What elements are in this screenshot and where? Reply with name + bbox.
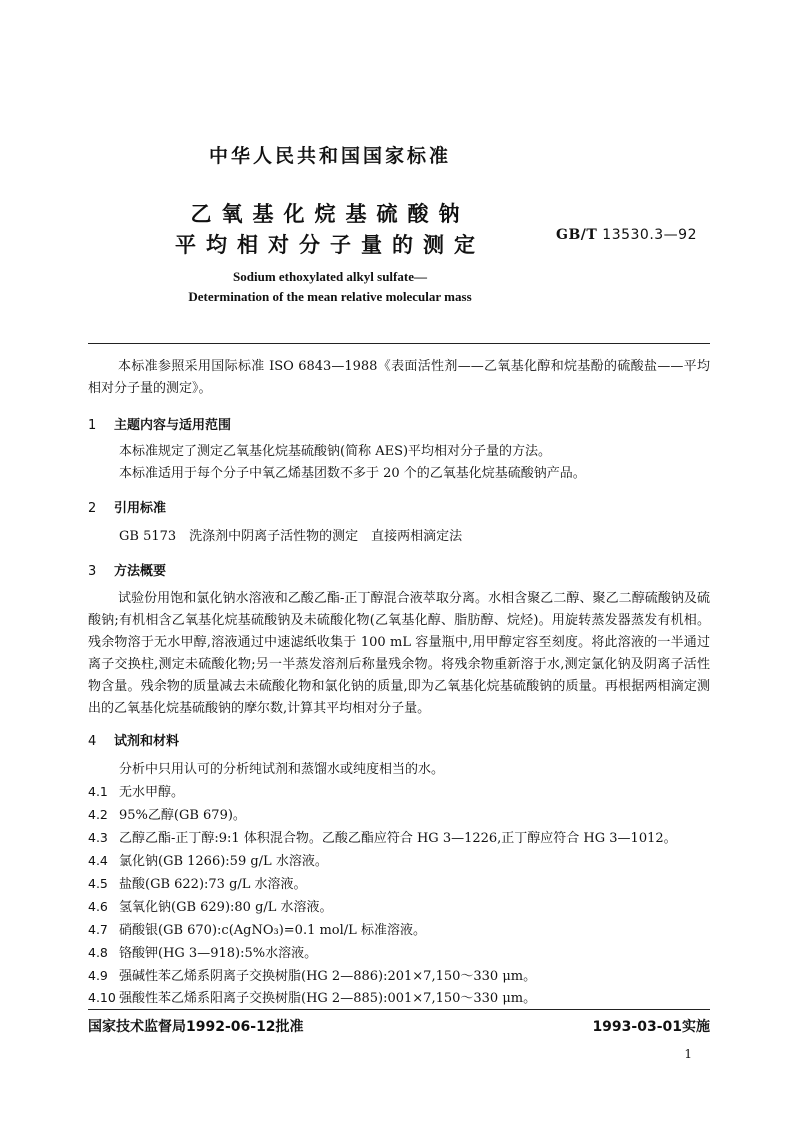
item-text: 无水甲醇。 <box>119 785 185 800</box>
reagent-item <box>88 873 307 896</box>
section-1-line-1: 本标准规定了测定乙氧基化烷基硫酸钠(简称 AES)平均相对分子量的方法。 <box>119 444 552 459</box>
reagent-item <box>88 781 184 804</box>
item-number: 4.5 <box>88 876 108 891</box>
standard-code: 13530.3—92 <box>602 227 697 243</box>
implementation-date: 1993-03-01实施 <box>592 1019 710 1035</box>
item-number: 4.10 <box>88 990 116 1005</box>
standard-number <box>556 227 697 243</box>
item-text: 氯化钠(GB 1266):59 g/L 水溶液。 <box>119 854 328 869</box>
item-text: 强碱性苯乙烯系阴离子交换树脂(HG 2—886):201×7,150～330 μm。 <box>119 969 537 984</box>
standard-prefix: GB/T <box>556 227 598 243</box>
reagent-item <box>88 804 246 827</box>
national-standard-heading: 中华人民共和国国家标准 <box>208 145 451 167</box>
section-title: 主题内容与适用范围 <box>114 418 232 433</box>
item-text: 95%乙醇(GB 679)。 <box>119 808 246 823</box>
section-3-paragraph: 试验份用饱和氯化钠水溶液和乙酸乙酯-正丁醇混合液萃取分离。水相含聚乙二醇、聚乙二醇硫酸钠及硫酸钠;有机相含乙氧基化烷基硫酸钠及未硫酸化物(乙氧基化醇、脂肪醇、烷烃)。用旋转蒸发器蒸发有机相。残余物溶于无水甲醇,溶液通过中速滤纸收集于 100 mL 容量瓶中,用甲醇定容至刻度。将此溶液的一半通过离子交换柱,测定未硫酸化物;另一半蒸发溶剂后称量残余物。将残余物重新溶于水,测定氯化钠及阴离子活性物含量。残余物的质量减去未硫酸化物和氯化钠的质量,即为乙氧基化烷基硫酸钠的质量。再根据两相滴定测出的乙氧基化烷基硫酸钠的摩尔数,计算其平均相对分子量。 <box>88 591 710 716</box>
section-2-line-1: GB 5173 洗涤剂中阴离子活性物的测定 直接两相滴定法 <box>119 529 463 544</box>
title-line-1: 乙氧基化烷基硫酸钠 <box>190 202 470 226</box>
section-title: 方法概要 <box>114 564 167 579</box>
item-number: 4.4 <box>88 853 108 868</box>
item-number: 4.3 <box>88 830 108 845</box>
item-text: 盐酸(GB 622):73 g/L 水溶液。 <box>119 877 307 892</box>
page-number: 1 <box>684 1047 692 1061</box>
reagent-item <box>88 942 317 965</box>
item-text: 乙醇乙酯-正丁醇:9:1 体积混合物。乙酸乙酯应符合 HG 3—1226,正丁醇应符合 HG 3—1012。 <box>119 831 677 846</box>
section-4-line-1: 分析中只用认可的分析纯试剂和蒸馏水或纯度相当的水。 <box>119 762 445 777</box>
item-number: 4.1 <box>88 784 108 799</box>
reagent-item <box>88 896 333 919</box>
section-3-heading <box>88 560 166 579</box>
section-2-heading <box>88 497 166 516</box>
approval-info: 国家技术监督局1992-06-12批准 <box>88 1019 304 1035</box>
section-title: 试剂和材料 <box>114 734 180 749</box>
english-title-line-1: Sodium ethoxylated alkyl sulfate— <box>233 269 427 284</box>
footer-divider <box>88 1009 710 1010</box>
section-1-line-2: 本标准适用于每个分子中氧乙烯基团数不多于 20 个的乙氧基化烷基硫酸钠产品。 <box>119 466 586 481</box>
section-number: 1 <box>88 418 97 433</box>
item-number: 4.9 <box>88 968 108 983</box>
item-text: 硝酸银(GB 670):c(AgNO₃)=0.1 mol/L 标准溶液。 <box>119 923 426 938</box>
reagent-item <box>88 987 536 1010</box>
section-title: 引用标准 <box>114 501 167 516</box>
reagent-item <box>88 919 426 942</box>
intro-paragraph: 本标准参照采用国际标准 ISO 6843—1988《表面活性剂——乙氧基化醇和烷基酚的硫酸盐——平均相对分子量的测定》。 <box>88 359 710 396</box>
item-number: 4.6 <box>88 899 108 914</box>
item-text: 铬酸钾(HG 3—918):5%水溶液。 <box>119 946 318 961</box>
section-number: 2 <box>88 501 97 516</box>
english-title-line-2: Determination of the mean relative molecular mass <box>188 289 472 304</box>
section-4-heading <box>88 730 179 749</box>
section-number: 4 <box>88 734 97 749</box>
section-1-heading <box>88 414 231 433</box>
title-line-2: 平均相对分子量的测定 <box>175 233 485 257</box>
item-number: 4.7 <box>88 922 108 937</box>
item-text: 强酸性苯乙烯系阳离子交换树脂(HG 2—885):001×7,150～330 μm。 <box>119 991 537 1006</box>
header-divider <box>88 343 710 344</box>
reagent-item <box>88 850 328 873</box>
reagent-item <box>88 965 536 988</box>
item-number: 4.2 <box>88 807 108 822</box>
item-text: 氢氧化钠(GB 629):80 g/L 水溶液。 <box>119 900 333 915</box>
item-number: 4.8 <box>88 945 108 960</box>
reagent-item <box>88 827 677 850</box>
section-number: 3 <box>88 564 97 579</box>
